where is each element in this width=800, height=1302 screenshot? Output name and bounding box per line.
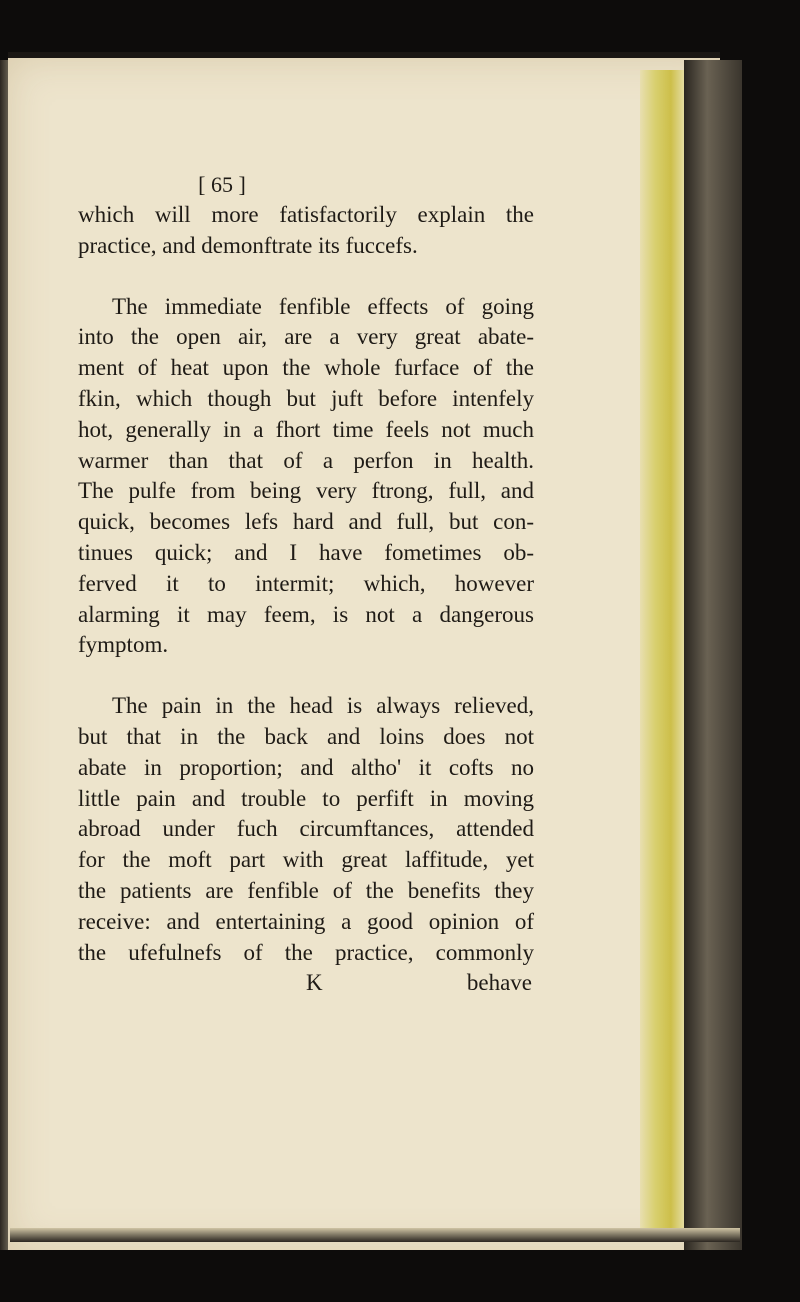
text-line: fkin, which though but juft before intenfely [78,385,534,411]
page-number: [ 65 ] [198,172,246,197]
signature-mark: K [306,970,323,996]
text-line: the patients are fenfible of the benefits they [78,877,534,903]
page-footer [78,968,534,999]
text-line: but that in the back and loins does not [78,723,534,749]
text-line: The pain in the head is always relieved, [112,693,534,719]
text-line: for the moft part with great laffitude, yet [78,847,534,873]
gilded-page-edge [640,70,684,1230]
text-line: alarming it may feem, is not a dangerous [78,601,534,627]
text-line: receive: and entertaining a good opinion of [78,908,534,934]
text-line: practice, and demonftrate its fuccefs. [78,232,418,258]
paragraph-1 [78,200,534,262]
page-text [78,170,534,999]
text-line: The immediate fenfible effects of going [112,293,534,319]
paragraph-3 [78,691,534,968]
text-line: which will more fatisfactorily explain the [78,202,534,227]
text-line: fymptom. [78,632,169,658]
text-line: warmer than that of a perfon in health. [78,447,534,473]
text-line: abate in proportion; and altho' it cofts no [78,754,534,780]
text-line: ferved it to intermit; which, however [78,570,534,596]
text-line: The pulfe from being very ftrong, full, and [78,478,534,504]
text-line: little pain and trouble to perfift in moving [78,785,534,811]
text-line: tinues quick; and I have fometimes ob- [78,539,534,565]
paragraph-2 [78,292,534,662]
book-bottom-edge [10,1228,740,1242]
text-line: into the open air, are a very great abate- [78,324,534,350]
text-line: the ufefulnefs of the practice, commonly [78,939,534,965]
text-line: quick, becomes lefs hard and full, but con- [78,509,534,535]
book-cover-edge [684,60,742,1250]
text-line: abroad under fuch circumftances, attended [78,816,534,842]
catchword: behave [466,970,532,996]
text-line: hot, generally in a fhort time feels not much [78,416,534,442]
text-line: ment of heat upon the whole furface of the [78,355,534,381]
